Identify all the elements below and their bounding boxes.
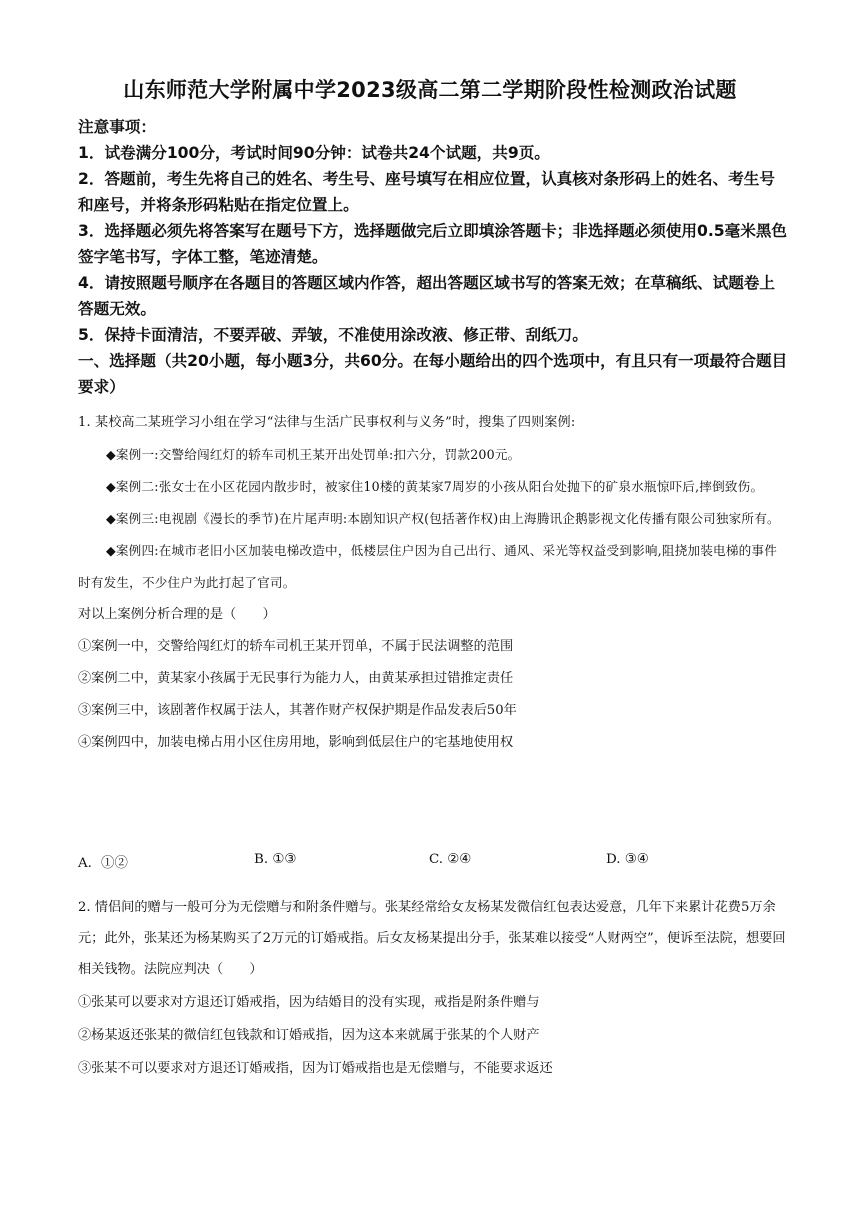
question-1-prompt: 对以上案例分析合理的是（ ） — [78, 607, 276, 622]
q2-statement-1: ①张某可以要求对方退还订婚戒指，因为结婚目的没有实现，戒指是附条件赠与 — [78, 995, 540, 1010]
case-1: ◆案例一:交警给闯红灯的轿车司机王某开出处罚单:扣六分，罚款200元。 — [106, 447, 521, 462]
option-c[interactable]: C. ②④ — [429, 852, 472, 867]
statement-2: ②案例二中，黄某家小孩属于无民事行为能力人，由黄某承担过错推定责任 — [78, 671, 514, 686]
statement-3: ③案例三中，该剧著作权属于法人，其著作财产权保护期是作品发表后50年 — [78, 703, 517, 718]
option-b[interactable]: B. ①③ — [254, 852, 297, 867]
notice-item-5: 5．保持卡面清洁，不要弄破、弄皱，不准使用涂改液、修正带、刮纸刀。 — [78, 326, 588, 344]
case-2: ◆案例二:张女士在小区花园内散步时，被家住10楼的黄某家7周岁的小孩从阳台处抛下的矿泉水瓶惊吓后,摔倒致伤。 — [106, 479, 764, 494]
statement-1: ①案例一中，交警给闯红灯的轿车司机王某开罚单，不属于民法调整的范围 — [78, 639, 514, 654]
statement-4: ④案例四中，加装电梯占用小区住房用地，影响到低层住户的宅基地使用权 — [78, 735, 514, 750]
question-1 — [78, 407, 788, 759]
case-4: ◆案例四:在城市老旧小区加装电梯改造中，低楼层住户因为自己出行、通风、采光等权益受到影响,阻挠加装电梯的事件时有发生，不少住户为此打起了官司。 — [78, 543, 778, 590]
question-2-stem: 2. 情侣间的赠与一般可分为无偿赠与和附条件赠与。张某经常给女友杨某发微信红包表达爱意，几年下来累计花费5万余元；此外，张某还为杨某购买了2万元的订婚戒指。后女友杨某提出分手，张某难以接受“人财两空”，便诉至法院，想要回相关钱物。法院应判决（ ） — [78, 900, 786, 977]
q2-statement-3: ③张某不可以要求对方退还订婚戒指，因为订婚戒指也是无偿赠与，不能要求返还 — [78, 1061, 553, 1076]
option-a[interactable]: A．①② — [78, 856, 128, 871]
question-1-stem: 1. 某校高二某班学习小组在学习“法律与生活广民事权利与义务”时，搜集了四则案例: — [78, 415, 576, 430]
notice-heading: 注意事项： — [78, 118, 156, 136]
section-heading: 一、选择题（共20小题，每小题3分，共60分。在每小题给出的四个选项中，有且只有一项最符合题目要求） — [78, 352, 788, 396]
notice-item-1: 1．试卷满分100分，考试时间90分钟：试卷共24个试题，共9页。 — [78, 144, 550, 162]
case-3: ◆案例三:电视剧《漫长的季节)在片尾声明:本剧知识产权(包括著作权)由上海腾讯企鹅影视文化传播有限公司独家所有。 — [106, 511, 780, 526]
notice-item-4: 4．请按照题号顺序在各题目的答题区域内作答，超出答题区域书写的答案无效；在草稿纸、试题卷上答题无效。 — [78, 274, 775, 318]
question-2 — [78, 892, 788, 1084]
option-d[interactable]: D. ③④ — [606, 852, 649, 867]
notice-item-2: 2．答题前，考生先将自己的姓名、考生号、座号填写在相应位置，认真核对条形码上的姓名、考生号和座号，并将条形码粘贴在指定位置上。 — [78, 170, 775, 214]
notice-item-3: 3．选择题必须先将答案写在题号下方，选择题做完后立即填涂答题卡；非选择题必须使用0.5毫米黑色签字笔书写，字体工整，笔迹清楚。 — [78, 222, 788, 266]
question-1-options — [78, 852, 788, 880]
q2-statement-2: ②杨某返还张某的微信红包钱款和订婚戒指，因为这本来就属于张某的个人财产 — [78, 1028, 540, 1043]
page-title: 山东师范大学附属中学2023级高二第二学期阶段性检测政治试题 — [123, 78, 737, 102]
notice-block — [78, 114, 790, 400]
